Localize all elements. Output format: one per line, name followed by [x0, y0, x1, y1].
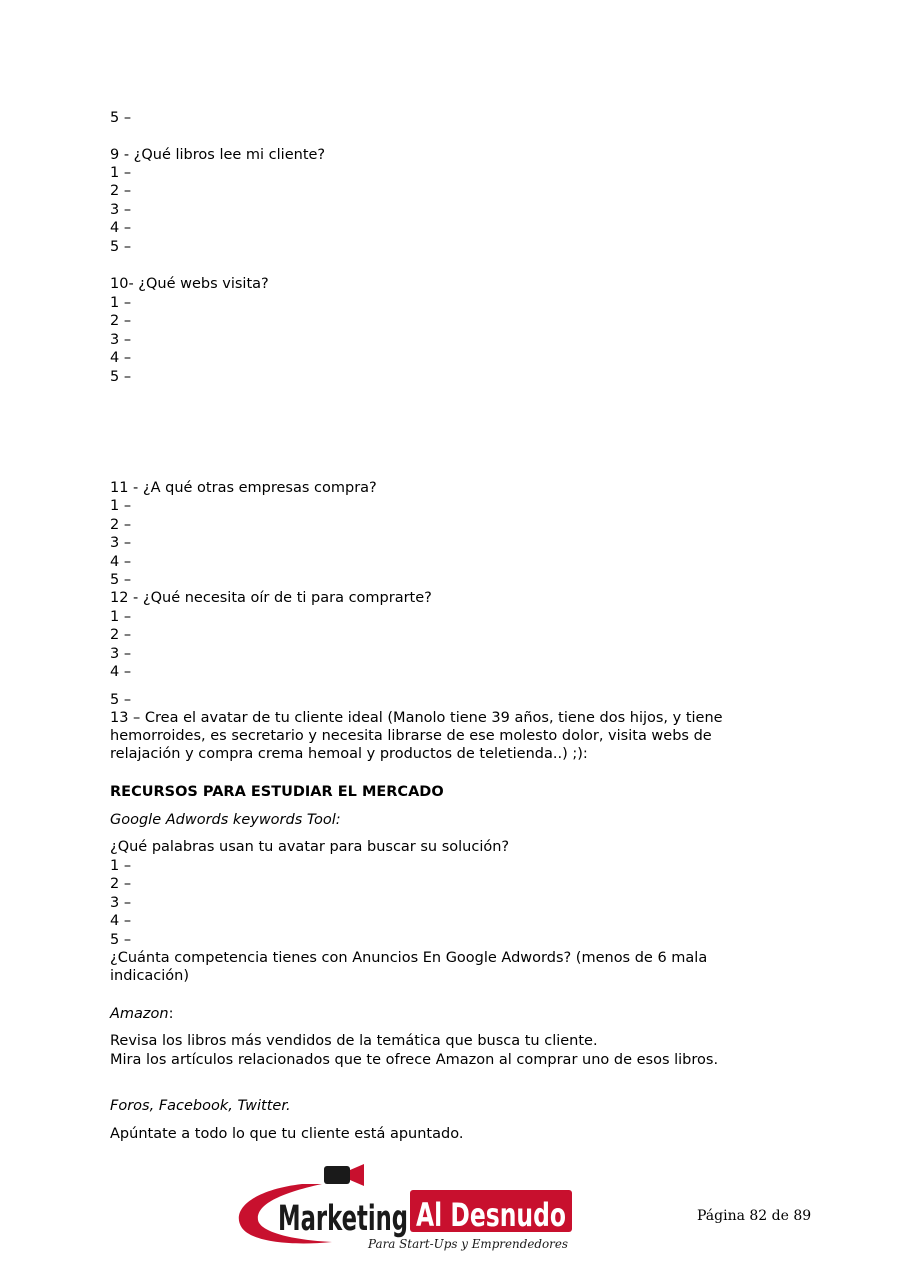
- marketing-al-desnudo-logo: [232, 1162, 577, 1254]
- text-line: [110, 857, 131, 875]
- text-line: [110, 331, 131, 349]
- text-line-content: 1 –: [110, 609, 132, 625]
- text-line: [110, 312, 131, 330]
- text-line: [110, 553, 131, 571]
- text-line-content: 9 - ¿Qué libros lee mi cliente?: [110, 147, 326, 163]
- text-line: [110, 608, 131, 626]
- text-line: [110, 1005, 174, 1023]
- text-line-content: 4 –: [110, 664, 132, 680]
- text-line-suffix: :: [168, 1006, 174, 1022]
- text-line-content: RECURSOS PARA ESTUDIAR EL MERCADO: [110, 784, 444, 800]
- text-line: [110, 894, 131, 912]
- text-line: [110, 691, 131, 709]
- text-line-content: Revisa los libros más vendidos de la temática que busca tu cliente.: [110, 1033, 598, 1049]
- text-line-content: Google Adwords keywords Tool:: [110, 812, 341, 828]
- text-line-content: Apúntate a todo lo que tu cliente está apuntado.: [110, 1126, 464, 1142]
- text-line: [110, 109, 131, 127]
- camera-icon-lens: [350, 1164, 364, 1186]
- text-line-content: 13 – Crea el avatar de tu cliente ideal (Manolo tiene 39 años, tiene dos hijos, y tiene hemorroides, es secretario y necesita librarse de ese molesto dolor, visita webs de relajación y compra crema hemoal y productos de teletienda..) ;):: [110, 710, 723, 762]
- text-line: [110, 479, 377, 497]
- text-line-content: 1 –: [110, 295, 132, 311]
- text-line-content: 5 –: [110, 110, 132, 126]
- text-line-content: 2 –: [110, 183, 132, 199]
- logo-word-marketing: Marketing: [278, 1199, 408, 1239]
- page-number: Página 82 de 89: [697, 1208, 812, 1224]
- text-line-content: 5 –: [110, 239, 132, 255]
- text-line: [110, 294, 131, 312]
- text-line-content: 4 –: [110, 913, 132, 929]
- text-line: [110, 589, 432, 607]
- text-line-content: Mira los artículos relacionados que te ofrece Amazon al comprar uno de esos libros.: [110, 1052, 719, 1068]
- text-line: [110, 838, 509, 856]
- text-line: [110, 1032, 598, 1050]
- text-line: [110, 164, 131, 182]
- text-line-content: 3 –: [110, 332, 132, 348]
- text-line: [110, 912, 131, 930]
- text-line-content: 5 –: [110, 572, 132, 588]
- text-line-content: 2 –: [110, 517, 132, 533]
- text-line-content: 1 –: [110, 498, 132, 514]
- text-line-content: 3 –: [110, 202, 132, 218]
- text-line-content: 1 –: [110, 858, 132, 874]
- text-line: [110, 931, 131, 949]
- text-line-content: Foros, Facebook, Twitter.: [110, 1098, 291, 1114]
- text-line: [110, 1125, 463, 1143]
- text-line: [110, 645, 131, 663]
- logo-word-al-desnudo: Al Desnudo: [416, 1196, 566, 1234]
- text-line: [110, 663, 131, 681]
- text-line-content: 2 –: [110, 627, 132, 643]
- text-line: [110, 219, 131, 237]
- text-line: [110, 811, 341, 829]
- text-line: [110, 1051, 718, 1069]
- text-line: [110, 368, 131, 386]
- text-line-content: 10- ¿Qué webs visita?: [110, 276, 269, 292]
- text-line-content: ¿Cuánta competencia tienes con Anuncios En Google Adwords? (menos de 6 mala indicación): [110, 950, 708, 984]
- text-line-content: 2 –: [110, 876, 132, 892]
- text-line: [110, 146, 325, 164]
- text-line: [110, 275, 269, 293]
- text-line: [110, 1097, 291, 1115]
- text-line: [110, 571, 131, 589]
- text-line-content: 5 –: [110, 692, 132, 708]
- text-line: [110, 875, 131, 893]
- text-line-content: 5 –: [110, 932, 132, 948]
- text-line: [110, 497, 131, 515]
- text-line: [110, 201, 131, 219]
- text-line-content: Amazon: [110, 1006, 169, 1022]
- text-line-content: 1 –: [110, 165, 132, 181]
- text-line-content: 12 - ¿Qué necesita oír de ti para comprarte?: [110, 590, 432, 606]
- camera-icon-body: [324, 1166, 350, 1184]
- text-line-content: ¿Qué palabras usan tu avatar para buscar su solución?: [110, 839, 510, 855]
- text-line-content: 3 –: [110, 646, 132, 662]
- text-line: [110, 626, 131, 644]
- text-line: [110, 349, 131, 367]
- text-line-content: 4 –: [110, 554, 132, 570]
- text-line: [110, 182, 131, 200]
- text-line: [110, 534, 131, 552]
- text-line-content: 3 –: [110, 895, 132, 911]
- text-line-content: 4 –: [110, 220, 132, 236]
- text-line-content: 5 –: [110, 369, 132, 385]
- text-line: [110, 709, 770, 763]
- logo-tagline: Para Start-Ups y Emprendedores: [367, 1237, 568, 1251]
- text-line: [110, 949, 770, 985]
- text-line-content: 2 –: [110, 313, 132, 329]
- text-line: [110, 516, 131, 534]
- text-line-content: 4 –: [110, 350, 132, 366]
- text-line-content: 3 –: [110, 535, 132, 551]
- text-line: [110, 783, 444, 801]
- text-line: [110, 238, 131, 256]
- text-line-content: 11 - ¿A qué otras empresas compra?: [110, 480, 377, 496]
